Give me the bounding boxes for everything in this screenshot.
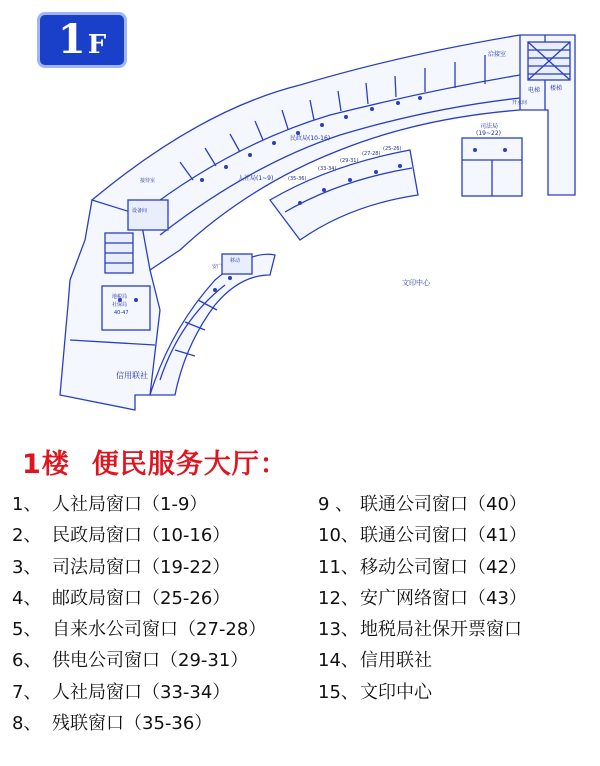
item-number: 10、 <box>318 525 359 547</box>
list-item <box>12 490 266 521</box>
list-item <box>318 646 527 677</box>
hall-title <box>22 442 288 481</box>
list-item <box>12 584 266 615</box>
item-number: 7、 <box>12 681 42 703</box>
list-item <box>12 678 266 709</box>
label-sifa-range: (19~22) <box>476 130 501 137</box>
item-number: 2、 <box>12 525 42 547</box>
label-window-e: (35-36) <box>288 176 307 182</box>
item-text: 安广网络窗口（43） <box>360 587 527 609</box>
stairs-top <box>528 42 570 80</box>
item-text: 联通公司窗口（40） <box>360 494 527 515</box>
item-number: 4、 <box>12 587 42 609</box>
label-sifa: 司法局 <box>480 123 499 130</box>
label-renshe: 人社局(1~9) <box>238 175 274 182</box>
list-item <box>12 709 266 740</box>
label-water: 开水间 <box>512 100 528 106</box>
item-text: 供电公司窗口（29-31） <box>52 650 249 672</box>
label-equipment: 设备间 <box>132 208 148 214</box>
legend-left <box>12 490 266 740</box>
label-meeting-room: 洽接室 <box>488 51 507 58</box>
list-item <box>12 553 266 584</box>
item-number: 15、 <box>318 681 359 703</box>
item-text: 信用联社 <box>360 650 432 672</box>
item-number: 5、 <box>12 619 42 641</box>
label-dishui: 地税局 <box>112 294 128 300</box>
item-number: 13、 <box>318 619 359 641</box>
label-window-c: (29-31) <box>340 158 359 164</box>
legend-right <box>318 490 527 709</box>
label-yidong: 移动 <box>230 258 241 264</box>
label-elevator: 电梯 <box>528 87 541 94</box>
hall-floor: 1楼 <box>22 449 70 480</box>
item-text: 文印中心 <box>360 681 432 703</box>
item-number: 1、 <box>12 494 42 515</box>
item-number: 8、 <box>12 713 42 735</box>
item-text: 司法局窗口（19-22） <box>52 556 231 578</box>
floor-letter: F <box>87 30 107 60</box>
item-text: 移动公司窗口（42） <box>360 556 527 578</box>
list-item <box>318 553 527 584</box>
label-window-a: (25-26) <box>383 146 402 152</box>
item-number: 12、 <box>318 587 359 609</box>
label-window-d: (33-34) <box>318 166 337 172</box>
floor-badge <box>37 12 127 68</box>
list-item <box>12 615 266 646</box>
hall-name: 便民服务大厅： <box>91 449 288 480</box>
item-text: 人社局窗口（33-34） <box>52 681 231 703</box>
label-credit-union: 信用联社 <box>116 371 148 380</box>
list-item <box>318 615 527 646</box>
item-text: 民政局窗口（10-16） <box>52 525 231 547</box>
label-dishui-range: 40-47 <box>114 310 129 316</box>
item-number: 3、 <box>12 556 42 578</box>
item-text: 残联窗口（35-36） <box>52 713 213 735</box>
item-text: 自来水公司窗口（27-28） <box>52 619 267 641</box>
list-item <box>318 584 527 615</box>
list-item <box>12 646 266 677</box>
item-text: 邮政局窗口（25-26） <box>52 587 231 609</box>
label-minzheng: 民政局(10-16) <box>290 135 331 142</box>
item-text: 人社局窗口（1-9） <box>52 494 208 515</box>
label-window-b: (27-28) <box>362 151 381 157</box>
list-item <box>318 678 527 709</box>
item-number: 11、 <box>318 556 359 578</box>
item-number: 6、 <box>12 650 42 672</box>
label-shebao: 社保局 <box>112 302 128 308</box>
list-item <box>318 490 527 521</box>
label-anguang: 安广 <box>212 264 223 270</box>
label-stairs: 楼梯 <box>550 85 563 92</box>
middle-wing <box>150 254 275 395</box>
item-text: 地税局社保开票窗口 <box>360 619 522 641</box>
item-text: 联通公司窗口（41） <box>360 525 527 547</box>
list-item <box>318 521 527 552</box>
label-print-center: 文印中心 <box>402 279 430 287</box>
label-guest: 接待室 <box>140 178 156 184</box>
item-number: 14、 <box>318 650 359 672</box>
item-number: 9 、 <box>318 494 354 515</box>
list-item <box>12 521 266 552</box>
floor-number: 1 <box>57 16 86 63</box>
